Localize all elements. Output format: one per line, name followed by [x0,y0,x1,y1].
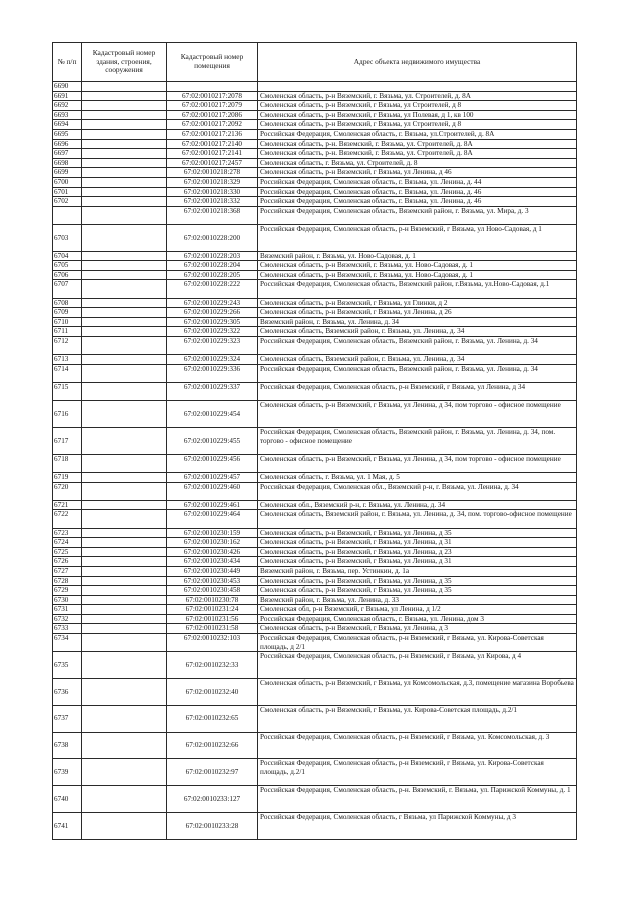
building-cadastral-cell [82,206,167,224]
building-cadastral-cell [82,364,167,382]
premises-cadastral-cell: 67:02:0010218:368 [167,206,258,224]
premises-cadastral-cell: 67:02:0010230:162 [167,538,258,548]
address-cell: Российская Федерация, Смоленская область, г. Вязьма, ул. Ленина, д. 46 [258,197,577,207]
building-cadastral-cell [82,261,167,271]
building-cadastral-cell [82,454,167,472]
premises-cadastral-cell: 67:02:0010229:324 [167,355,258,365]
premises-cadastral-cell: 67:02:0010228:222 [167,280,258,298]
premises-cadastral-cell: 67:02:0010229:460 [167,482,258,500]
address-cell: Смоленская область, р-н Вяземский, г Вязьма, ул Строителей, д 8 [258,101,577,111]
table-row [53,82,577,92]
building-cadastral-cell [82,547,167,557]
address-cell: Смоленская область, р-н. Вяземский, г. Вязьма, ул. Строителей, д. 8А [258,139,577,149]
building-cadastral-cell [82,280,167,298]
table-row [53,251,577,261]
table-row [53,528,577,538]
row-number: 6735 [53,652,82,679]
address-cell: Российская Федерация, Смоленская область, р-н Вяземский, г Вязьма, ул Кирова, д 4 [258,652,577,679]
building-cadastral-cell [82,308,167,318]
row-number: 6729 [53,586,82,596]
table-row [53,308,577,318]
address-cell: Вяземский район, г. Вязьма, ул. Ленина, д. 33 [258,595,577,605]
row-number: 6721 [53,500,82,510]
premises-cadastral-cell: 67:02:0010229:461 [167,500,258,510]
building-cadastral-cell [82,813,167,840]
building-cadastral-cell [82,197,167,207]
premises-cadastral-cell: 67:02:0010229:266 [167,308,258,318]
table-row [53,197,577,207]
row-number: 6709 [53,308,82,318]
building-cadastral-cell [82,732,167,759]
row-number: 6691 [53,91,82,101]
row-number: 6711 [53,327,82,337]
address-cell: Российская Федерация, Смоленская область, Вяземский район, г. Вязьма, ул. Ленина, д. 34 [258,337,577,355]
premises-cadastral-cell: 67:02:0010229:457 [167,472,258,482]
building-cadastral-cell [82,566,167,576]
row-number: 6722 [53,510,82,528]
row-number: 6716 [53,401,82,428]
building-cadastral-cell [82,472,167,482]
address-cell: Российская Федерация, Смоленская область, Вяземский район, г. Вязьма, ул. Ленина, д. 34 [258,364,577,382]
header-address: Адрес объекта недвижимого имущества [258,43,577,82]
building-cadastral-cell [82,576,167,586]
premises-cadastral-cell: 67:02:0010229:337 [167,383,258,401]
premises-cadastral-cell: 67:02:0010230:159 [167,528,258,538]
row-number: 6710 [53,317,82,327]
address-cell: Смоленская область, г. Вязьма, ул. 1 Мая, д. 5 [258,472,577,482]
address-cell: Смоленская область, р-н Вяземский, г Вязьма, ул Ленина, д 34, пом торгово - офисное помещение [258,401,577,428]
building-cadastral-cell [82,634,167,652]
building-cadastral-cell [82,500,167,510]
address-cell: Российская Федерация, Смоленская область, г Вязьма, ул Парижской Коммуны, д 3 [258,813,577,840]
address-cell: Российская Федерация, Смоленская обл., Вяземский р-н, г. Вязьма, ул. Ленина, д. 34 [258,482,577,500]
row-number: 6734 [53,634,82,652]
premises-cadastral-cell: 67:02:0010229:305 [167,317,258,327]
table-row [53,614,577,624]
address-cell: Смоленская область, р-н Вяземский, г Вязьма, ул Ленина, д 35 [258,528,577,538]
building-cadastral-cell [82,679,167,706]
table-row [53,261,577,271]
address-cell: Смоленская область, р-н. Вяземский, г. Вязьма, ул. Строителей, д. 8А [258,149,577,159]
address-cell [258,82,577,92]
address-cell: Российская Федерация, Смоленская область, г. Вязьма, ул. Ленина, д. 46 [258,187,577,197]
building-cadastral-cell [82,110,167,120]
address-cell: Российская Федерация, Смоленская область, г. Вязьма, ул.Строителей, д. 8А [258,129,577,139]
building-cadastral-cell [82,538,167,548]
premises-cadastral-cell: 67:02:0010232:65 [167,705,258,732]
premises-cadastral-cell: 67:02:0010229:322 [167,327,258,337]
building-cadastral-cell [82,168,167,178]
premises-cadastral-cell: 67:02:0010218:330 [167,187,258,197]
premises-cadastral-cell: 67:02:0010228:205 [167,270,258,280]
row-number: 6739 [53,759,82,786]
table-row [53,538,577,548]
row-number: 6737 [53,705,82,732]
building-cadastral-cell [82,187,167,197]
premises-cadastral-cell: 67:02:0010229:336 [167,364,258,382]
building-cadastral-cell [82,586,167,596]
premises-cadastral-cell: 67:02:0010229:243 [167,298,258,308]
row-number: 6733 [53,624,82,634]
address-cell: Вяземский район, г. Вязьма, пер. Устинкин, д. 1а [258,566,577,576]
table-row [53,472,577,482]
property-table [52,42,577,840]
premises-cadastral-cell: 67:02:0010217:2457 [167,158,258,168]
address-cell: Смоленская область, р-н Вяземский, г Вязьма, ул Ленина, д 31 [258,557,577,567]
building-cadastral-cell [82,82,167,92]
table-row [53,177,577,187]
table-row [53,705,577,732]
row-number: 6738 [53,732,82,759]
table-row [53,557,577,567]
row-number: 6732 [53,614,82,624]
row-number: 6723 [53,528,82,538]
table-row [53,168,577,178]
row-number: 6726 [53,557,82,567]
row-number: 6693 [53,110,82,120]
building-cadastral-cell [82,614,167,624]
premises-cadastral-cell: 67:02:0010229:454 [167,401,258,428]
premises-cadastral-cell: 67:02:0010217:2141 [167,149,258,159]
row-number: 6697 [53,149,82,159]
premises-cadastral-cell: 67:02:0010217:2079 [167,101,258,111]
address-cell: Смоленская область, Вяземский район, г. Вязьма, ул. Ленина, д. 34 [258,355,577,365]
table-row [53,595,577,605]
table-row [53,270,577,280]
building-cadastral-cell [82,224,167,251]
building-cadastral-cell [82,482,167,500]
table-row [53,139,577,149]
building-cadastral-cell [82,557,167,567]
table-row [53,327,577,337]
row-number: 6740 [53,786,82,813]
address-cell: Смоленская область, р-н Вяземский, г Вязьма, ул Ленина, д 3 [258,624,577,634]
address-cell: Смоленская область, р-н Вяземский, г Вязьма, ул Ленина, д 23 [258,547,577,557]
premises-cadastral-cell [167,82,258,92]
building-cadastral-cell [82,355,167,365]
registry-sheet [52,42,576,840]
building-cadastral-cell [82,129,167,139]
premises-cadastral-cell: 67:02:0010230:453 [167,576,258,586]
building-cadastral-cell [82,624,167,634]
row-number: 6699 [53,168,82,178]
address-cell: Смоленская область, р-н Вяземский, г Вязьма, ул Глинки, д 2 [258,298,577,308]
row-number: 6703 [53,224,82,251]
premises-cadastral-cell: 67:02:0010230:426 [167,547,258,557]
building-cadastral-cell [82,327,167,337]
premises-cadastral-cell: 67:02:0010217:2086 [167,110,258,120]
header-num: № п/п [53,43,82,82]
header-building-cadastral: Кадастровый номер здания, строения, сооружения [82,43,167,82]
row-number: 6692 [53,101,82,111]
table-row [53,129,577,139]
address-cell: Смоленская область, р-н Вяземский, г. Вязьма, ул. Ново-Садовая, д. 1 [258,261,577,271]
row-number: 6724 [53,538,82,548]
table-row [53,158,577,168]
building-cadastral-cell [82,251,167,261]
address-cell: Смоленская область, р-н Вяземский, г Вязьма, ул Ленина, д 31 [258,538,577,548]
row-number: 6725 [53,547,82,557]
building-cadastral-cell [82,595,167,605]
premises-cadastral-cell: 67:02:0010229:323 [167,337,258,355]
premises-cadastral-cell: 67:02:0010232:103 [167,634,258,652]
address-cell: Российская Федерация, Смоленская область, р-н. Вяземский, г. Вязьма, ул. Парижской Коммуны, д. 1 [258,786,577,813]
building-cadastral-cell [82,337,167,355]
table-row [53,298,577,308]
premises-cadastral-cell: 67:02:0010232:40 [167,679,258,706]
address-cell: Российская Федерация, Смоленская область, р-н Вяземский, г Вязьма, ул. Комсомольская, д. 3 [258,732,577,759]
building-cadastral-cell [82,528,167,538]
address-cell: Российская Федерация, Смоленская область, г. Вязьма, ул. Ленина, дом 3 [258,614,577,624]
row-number: 6695 [53,129,82,139]
table-row [53,500,577,510]
row-number: 6708 [53,298,82,308]
address-cell: Российская Федерация, Смоленская область, Вяземский район, г. Вязьма, ул. Ленина, д. 34, пом. торгово - офисное помещение [258,428,577,455]
table-row [53,383,577,401]
address-cell: Российская Федерация, Смоленская область, р-н Вяземский, г Вязьма, ул. Кирова-Советская площадь, д 2/1 [258,634,577,652]
table-row [53,149,577,159]
address-cell: Смоленская область, р-н Вяземский, г Вязьма, ул Ленина, д 26 [258,308,577,318]
table-row [53,634,577,652]
table-row [53,91,577,101]
table-body [53,82,577,840]
building-cadastral-cell [82,91,167,101]
building-cadastral-cell [82,401,167,428]
address-cell: Смоленская область, р-н Вяземский, г. Вязьма, ул. Строителей, д. 8А [258,91,577,101]
row-number: 6717 [53,428,82,455]
address-cell: Российская Федерация, Смоленская область, г. Вязьма, ул. Ленина, д. 44 [258,177,577,187]
building-cadastral-cell [82,759,167,786]
address-cell: Смоленская область, г. Вязьма, ул. Строителей, д. 8 [258,158,577,168]
building-cadastral-cell [82,177,167,187]
table-row [53,110,577,120]
row-number: 6731 [53,605,82,615]
row-number: 6707 [53,280,82,298]
premises-cadastral-cell: 67:02:0010217:2092 [167,120,258,130]
address-cell: Российская Федерация, Смоленская область, Вяземский район, г.Вязьма, ул.Ново-Садовая, д.1 [258,280,577,298]
row-number: 6706 [53,270,82,280]
premises-cadastral-cell: 67:02:0010231:58 [167,624,258,634]
row-number [53,206,82,224]
address-cell: Смоленская область, р-н Вяземский, г Вязьма, ул Строителей, д 8 [258,120,577,130]
row-number: 6728 [53,576,82,586]
building-cadastral-cell [82,786,167,813]
row-number: 6701 [53,187,82,197]
address-cell: Смоленская область, р-н Вяземский, г Вязьма, ул Ленина, д 35 [258,586,577,596]
table-row [53,101,577,111]
address-cell: Смоленская область, р-н Вяземский, г Вязьма, ул Ленина, д 35 [258,576,577,586]
premises-cadastral-cell: 67:02:0010231:24 [167,605,258,615]
row-number: 6705 [53,261,82,271]
premises-cadastral-cell: 67:02:0010217:2078 [167,91,258,101]
address-cell: Смоленская область, Вяземский район, г. Вязьма, ул. Ленина, д. 34, пом. торгово-офисное помещение [258,510,577,528]
table-row [53,576,577,586]
row-number: 6702 [53,197,82,207]
address-cell: Смоленская обл, р-н Вяземский, г Вязьма, ул Ленина, д 1/2 [258,605,577,615]
row-number: 6698 [53,158,82,168]
building-cadastral-cell [82,428,167,455]
row-number: 6690 [53,82,82,92]
table-row [53,280,577,298]
premises-cadastral-cell: 67:02:0010230:449 [167,566,258,576]
building-cadastral-cell [82,139,167,149]
table-row [53,732,577,759]
premises-cadastral-cell: 67:02:0010232:66 [167,732,258,759]
address-cell: Российская Федерация, Смоленская область, р-н Вяземский, г Вязьма, ул Ленина, д 34 [258,383,577,401]
table-row [53,759,577,786]
building-cadastral-cell [82,298,167,308]
table-row [53,120,577,130]
table-row [53,566,577,576]
premises-cadastral-cell: 67:02:0010233:28 [167,813,258,840]
premises-cadastral-cell: 67:02:0010231:56 [167,614,258,624]
row-number: 6730 [53,595,82,605]
premises-cadastral-cell: 67:02:0010228:204 [167,261,258,271]
table-row [53,786,577,813]
building-cadastral-cell [82,149,167,159]
address-cell: Смоленская область, р-н Вяземский, г Вязьма, ул Ленина, д 34, пом торгово - офисное помещение [258,454,577,472]
premises-cadastral-cell: 67:02:0010229:464 [167,510,258,528]
premises-cadastral-cell: 67:02:0010230:434 [167,557,258,567]
address-cell: Смоленская область, р-н Вяземский, г Вязьма, ул Полевая, д 1, кв 100 [258,110,577,120]
row-number: 6713 [53,355,82,365]
row-number: 6704 [53,251,82,261]
building-cadastral-cell [82,652,167,679]
address-cell: Смоленская область, Вяземский район, г. Вязьма, ул. Ленина, д. 34 [258,327,577,337]
table-row [53,364,577,382]
premises-cadastral-cell: 67:02:0010233:127 [167,786,258,813]
premises-cadastral-cell: 67:02:0010218:278 [167,168,258,178]
address-cell: Смоленская область, р-н Вяземский, г. Вязьма, ул. Ново-Садовая, д. 1 [258,270,577,280]
premises-cadastral-cell: 67:02:0010232:33 [167,652,258,679]
address-cell: Российская Федерация, Смоленская область, р-н Вяземский, г Вязьма, ул. Кирова-Советская площадь, д.2/1 [258,759,577,786]
building-cadastral-cell [82,101,167,111]
table-row [53,652,577,679]
premises-cadastral-cell: 67:02:0010228:203 [167,251,258,261]
building-cadastral-cell [82,120,167,130]
address-cell: Российская Федерация, Смоленская область, Вяземский район, г. Вязьма, ул. Мира, д. 3 [258,206,577,224]
building-cadastral-cell [82,510,167,528]
header-premises-cadastral: Кадастровый номер помещения [167,43,258,82]
table-row [53,605,577,615]
premises-cadastral-cell: 67:02:0010230:458 [167,586,258,596]
premises-cadastral-cell: 67:02:0010229:456 [167,454,258,472]
building-cadastral-cell [82,383,167,401]
premises-cadastral-cell: 67:02:0010218:329 [167,177,258,187]
address-cell: Смоленская обл., Вяземский р-н, г. Вязьма, ул. Ленина, д. 34 [258,500,577,510]
address-cell: Смоленская область, р-н Вяземский, г Вязьма, ул Комсомольская, д.3, помещение магазина Воробьева [258,679,577,706]
row-number: 6714 [53,364,82,382]
address-cell: Вяземский район, г. Вязьма, ул. Ленина, д. 34 [258,317,577,327]
premises-cadastral-cell: 67:02:0010218:332 [167,197,258,207]
building-cadastral-cell [82,270,167,280]
table-row [53,428,577,455]
row-number: 6700 [53,177,82,187]
table-row [53,813,577,840]
table-row [53,679,577,706]
row-number: 6720 [53,482,82,500]
building-cadastral-cell [82,605,167,615]
premises-cadastral-cell: 67:02:0010217:2140 [167,139,258,149]
table-row [53,586,577,596]
table-row [53,482,577,500]
table-row [53,454,577,472]
table-row [53,624,577,634]
row-number: 6712 [53,337,82,355]
table-row [53,317,577,327]
row-number: 6696 [53,139,82,149]
row-number: 6715 [53,383,82,401]
table-row [53,401,577,428]
table-row [53,224,577,251]
table-row [53,547,577,557]
address-cell: Вяземский район, г. Вязьма, ул. Ново-Садовая, д. 1 [258,251,577,261]
table-header [53,43,577,82]
address-cell: Российская Федерация, Смоленская область, р-н Вяземский, г Вязьма, ул Ново-Садовая, д 1 [258,224,577,251]
premises-cadastral-cell: 67:02:0010217:2136 [167,129,258,139]
premises-cadastral-cell: 67:02:0010228:200 [167,224,258,251]
building-cadastral-cell [82,317,167,327]
premises-cadastral-cell: 67:02:0010229:455 [167,428,258,455]
row-number: 6719 [53,472,82,482]
row-number: 6736 [53,679,82,706]
row-number: 6718 [53,454,82,472]
row-number: 6741 [53,813,82,840]
address-cell: Смоленская область, р-н Вяземский, г Вязьма, ул. Кирова-Советская площадь, д.2/1 [258,705,577,732]
table-row [53,187,577,197]
row-number: 6727 [53,566,82,576]
address-cell: Смоленская область, р-н Вяземский, г Вязьма, ул Ленина, д 46 [258,168,577,178]
row-number: 6694 [53,120,82,130]
table-row [53,510,577,528]
table-row [53,206,577,224]
building-cadastral-cell [82,158,167,168]
premises-cadastral-cell: 67:02:0010230:78 [167,595,258,605]
table-row [53,355,577,365]
table-row [53,337,577,355]
building-cadastral-cell [82,705,167,732]
premises-cadastral-cell: 67:02:0010232:97 [167,759,258,786]
